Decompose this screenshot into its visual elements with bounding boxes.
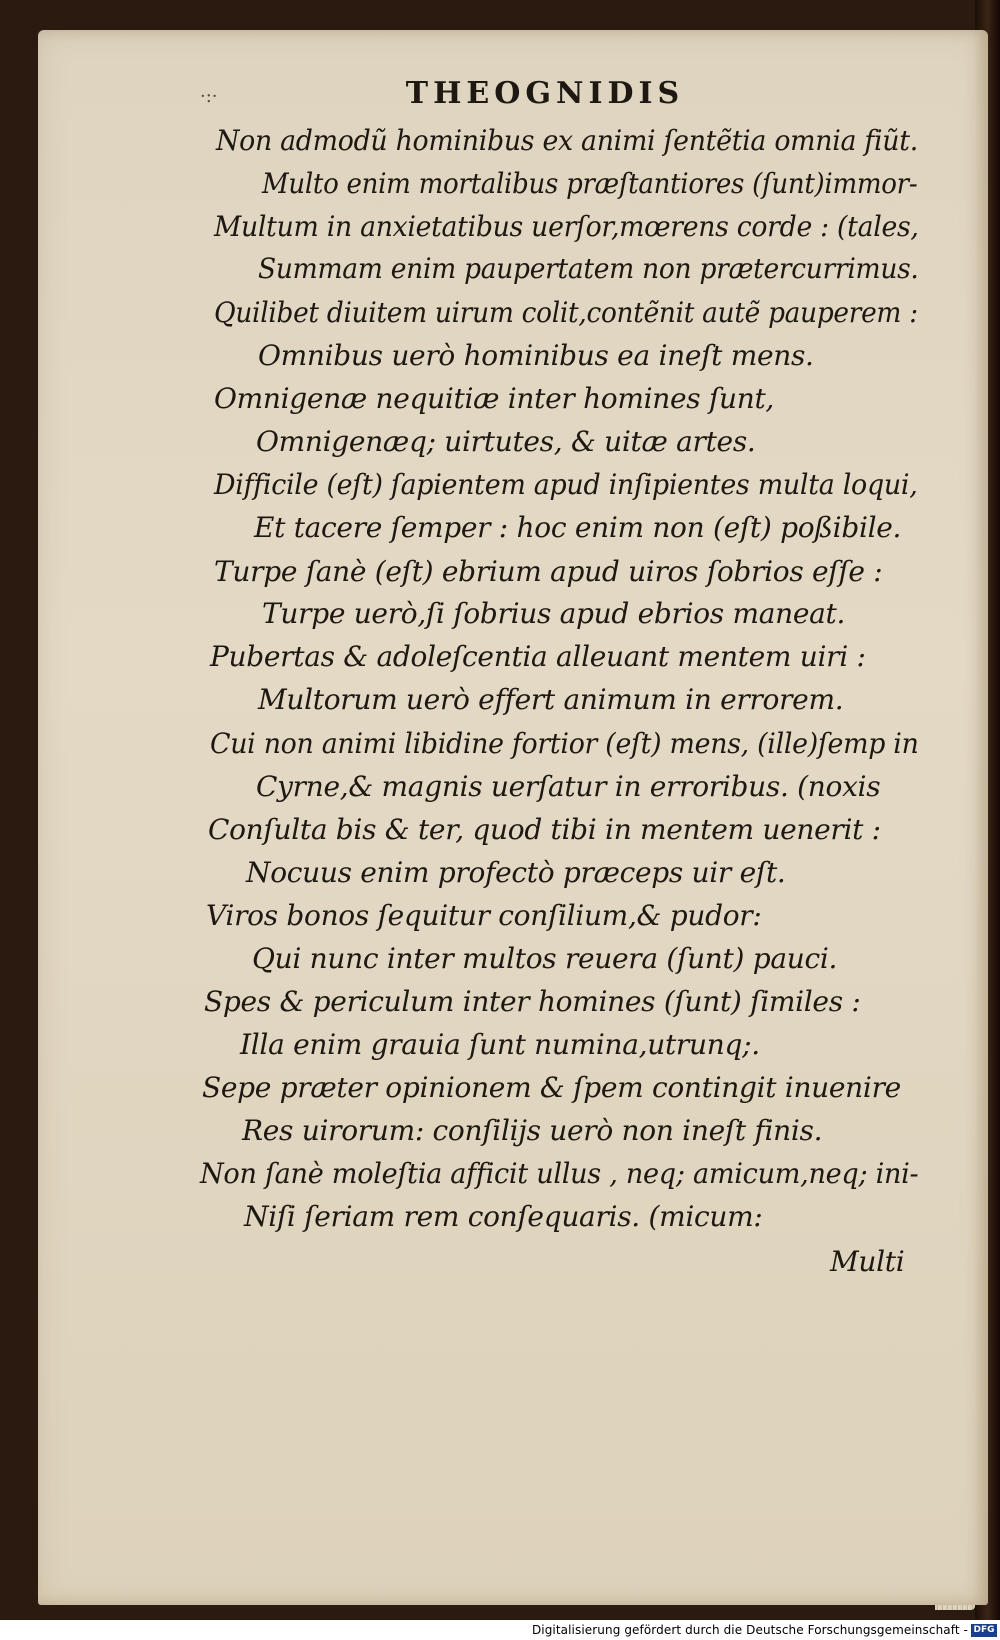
verse-line: Viros bonos ſequitur conſilium,& pudor:: [206, 899, 762, 932]
verse-line: Summam enim paupertatem non prætercurrimus.: [258, 252, 919, 285]
verse-line: Multum in anxietatibus uerſor,mœrens corde : (tales,: [214, 210, 919, 243]
verse-line: Omnigenæ nequitiæ inter homines ſunt,: [214, 382, 775, 415]
verse-line: Spes & periculum inter homines (ſunt) ſimiles :: [204, 985, 861, 1018]
verse-line: Difficile (eſt) ſapientem apud inſipientes multa loqui,: [214, 468, 918, 501]
verse-line: Non ſanè moleſtia afficit ullus , neq; amicum,neq; ini-: [200, 1157, 919, 1190]
running-header-text: THEOGNIDIS: [405, 76, 685, 111]
verse-line: Sepe præter opinionem & ſpem contingit inuenire: [202, 1071, 901, 1104]
verse-line: Omnibus uerò hominibus ea ineſt mens.: [258, 339, 814, 372]
verse-line: Conſulta bis & ter, quod tibi in mentem uenerit :: [208, 813, 881, 846]
verse-line: Qui nunc inter multos reuera (ſunt) pauci.: [252, 942, 838, 975]
verse-line: Multorum uerò effert animum in errorem.: [258, 683, 844, 716]
verse-line: Turpe uerò,ſi ſobrius apud ebrios maneat.: [262, 597, 846, 630]
catchword: Multi: [830, 1245, 905, 1278]
verse-line: Multo enim mortalibus præſtantiores (ſunt)immor-: [262, 167, 918, 200]
verse-line: Omnigenæq; uirtutes, & uitæ artes.: [256, 425, 756, 458]
verse-line: Niſi ſeriam rem conſequaris. (micum:: [244, 1200, 763, 1233]
verse-line: Pubertas & adoleſcentia alleuant mentem uiri :: [210, 640, 866, 673]
verse-line: Quilibet diuitem uirum colit,contẽnit autẽ pauperem :: [214, 296, 918, 329]
verse-line: Et tacere ſemper : hoc enim non (eſt) poßibile.: [254, 511, 902, 544]
verse-line: Res uirorum: conſilijs uerò non ineſt finis.: [242, 1114, 823, 1147]
verse-line: Non admodũ hominibus ex animi ſentẽtia omnia fiũt.: [216, 124, 918, 157]
verse-line: Illa enim grauia ſunt numina,utrunq;.: [240, 1028, 760, 1061]
ornament-dots: ·:·: [200, 86, 218, 107]
dfg-logo: DFG: [971, 1624, 997, 1637]
verse-line: Nocuus enim profectò præceps uir eſt.: [246, 856, 786, 889]
footer-credit: Digitalisierung gefördert durch die Deutsche Forschungsgemeinschaft -: [531, 1623, 968, 1637]
verse-line: Cui non animi libidine fortior (eſt) mens, (ille)ſemp in: [210, 727, 919, 760]
verse-line: Cyrne,& magnis uerſatur in erroribus. (noxis: [256, 770, 881, 803]
verse-line: Turpe ſanè (eſt) ebrium apud uiros ſobrios eſſe :: [214, 555, 883, 588]
